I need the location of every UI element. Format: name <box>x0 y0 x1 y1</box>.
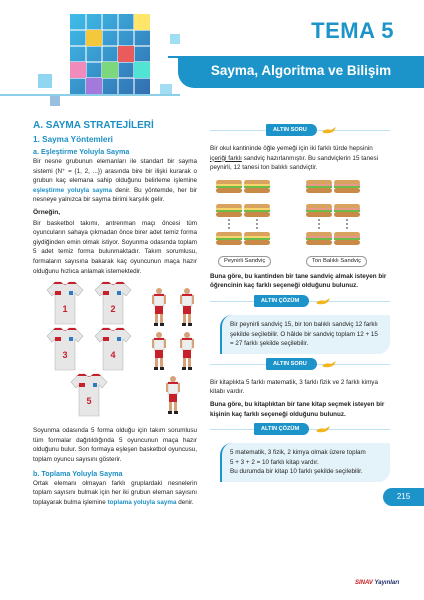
jersey-number: 1 <box>62 304 68 315</box>
page-header <box>0 0 424 100</box>
ellipsis-dot <box>256 223 258 225</box>
jersey-2 <box>95 282 131 324</box>
jersey-4 <box>95 328 131 370</box>
player-figure <box>152 288 166 326</box>
tuna-sandwich <box>306 180 332 193</box>
page-number: 215 <box>383 488 424 506</box>
tuna-sandwich <box>306 204 332 217</box>
tuna-sandwich-caption: Ton Balıklı Sandviç <box>306 256 367 267</box>
badge-row-2 <box>210 295 390 309</box>
ellipsis-dot <box>318 227 320 229</box>
paragraph-example: Bir basketbol takımı, antrenman maçı öncesi tüm oyuncuların sahaya çıkmadan önce birer adet temiz forma giydiğinden emin olmak istiyor. Soyunma odasında toplam 5 adet temiz forma bulunmaktadır. Takım sorumlusu, formaların sayısına bakarak kaç oyuncunun maça hazır olduğunu hızlıca anlamak istemektedir. <box>33 219 197 275</box>
title-bar <box>178 56 424 88</box>
section-title: A. SAYMA STRATEJİLERİ <box>33 120 154 131</box>
solution-line: 5 + 3 + 2 = 10 farklı kitap vardır. <box>230 458 319 466</box>
ellipsis-dot <box>318 219 320 221</box>
jersey-1 <box>47 282 83 324</box>
ellipsis-dot <box>228 223 230 225</box>
question-text: sandviç hazırlanmıştır. Bu sandviçlerin 15 tanesi peynirli, 12 tanesi ton balıklı sandviçtir. <box>210 154 378 172</box>
question-books: Bir kitaplıkta 5 farklı matematik, 3 farklı fizik ve 2 farklı kimya kitabı vardır. <box>210 378 378 396</box>
ellipsis-dot <box>346 219 348 221</box>
cheese-sandwich <box>216 204 242 217</box>
player-figure <box>166 376 180 414</box>
jersey-5 <box>71 374 107 416</box>
cheese-sandwich <box>244 232 270 245</box>
jersey-number: 3 <box>62 350 68 361</box>
publisher-logo <box>355 580 399 586</box>
magic-lamp-icon <box>314 424 332 434</box>
golden-question-badge: ALTIN SORU <box>266 358 317 370</box>
sandwich-illustration <box>210 176 390 268</box>
paragraph-addition <box>33 479 197 508</box>
solution-line: 5 matematik, 3 fizik, 2 kimya olmak üzere toplam <box>230 449 366 457</box>
tema-label-wrap <box>164 18 414 58</box>
paragraph-text: Ortak elemanı olmayan farklı gruplardaki nesnelerin toplam sayısını bulmak için her iki grubun eleman sayısını toplayarak bulma işlemine <box>33 479 197 506</box>
tuna-sandwich <box>334 204 360 217</box>
paragraph-matching <box>33 157 197 205</box>
right-column <box>210 120 390 486</box>
solution-box-1: Bir peynirli sandviç 15, bir ton balıklı sandviç 12 farklı şekilde seçilebilir. O hâlde bir sandviç toplam 12 + 15 = 27 farklı şekilde seçilebilir. <box>220 315 390 354</box>
question-sandwich <box>210 144 390 173</box>
badge-row-3 <box>210 358 390 372</box>
ellipsis-dot <box>228 227 230 229</box>
magic-lamp-icon <box>320 359 338 369</box>
ellipsis-dot <box>228 219 230 221</box>
cheese-sandwich <box>244 204 270 217</box>
logo-text: SINAV <box>355 580 373 586</box>
player-figure <box>180 288 194 326</box>
ellipsis-dot <box>256 219 258 221</box>
jersey-number: 4 <box>110 350 116 361</box>
player-figure <box>152 332 166 370</box>
tuna-sandwich <box>334 232 360 245</box>
cheese-sandwich <box>216 232 242 245</box>
magic-lamp-icon <box>314 296 332 306</box>
tuna-sandwich <box>334 180 360 193</box>
paragraph-text: Bir nesne grubunun elemanları ile standart bir sayma sistemi (N⁺ = {1, 2, ...}) arasında bire bir ilişki kurarak o grubun kaç elemana sahip olduğunu belirleme işlemine <box>33 158 197 185</box>
subsection-title: 1. Sayma Yöntemleri <box>33 135 113 144</box>
jerseys-and-players <box>33 280 197 420</box>
paragraph-text: denir. <box>176 498 194 506</box>
jersey-number: 2 <box>110 304 116 315</box>
cheese-sandwich <box>216 180 242 193</box>
golden-solution-badge: ALTIN ÇÖZÜM <box>254 423 309 435</box>
logo-text: Yayınları <box>374 580 400 586</box>
jersey-illustration <box>33 280 197 420</box>
example-label: Örneğin, <box>33 208 61 216</box>
tuna-sandwich <box>306 232 332 245</box>
term-highlight: toplama yoluyla sayma <box>107 498 177 506</box>
ellipsis-dot <box>318 223 320 225</box>
question-text: Bir okul kantininde öğle yemeği için iki farklı türde hepsinin <box>210 145 373 152</box>
page-title: Sayma, Algoritma ve Bilişim <box>210 63 392 78</box>
header-rule <box>0 94 180 96</box>
magic-lamp-icon <box>320 125 338 135</box>
paragraph-text: denir. Bu yöntemde, her bir nesneye yalnızca bir sayma birimi karşılık gelir. <box>33 186 197 204</box>
ellipsis-dot <box>346 223 348 225</box>
subsubsection-title-b: b. Toplama Yoluyla Sayma <box>33 468 123 478</box>
tema-label: TEMA 5 <box>311 18 394 43</box>
golden-question-badge: ALTIN SORU <box>266 124 317 136</box>
badge-row-1 <box>210 124 390 138</box>
cheese-sandwich-caption: Peynirli Sandviç <box>218 256 271 267</box>
sandwich-grid <box>210 176 390 256</box>
question-bold: Buna göre, bu kantinden bir tane sandviç almak isteyen bir öğrencinin kaç farklı seçeneği olduğunu bulunuz. <box>210 272 387 290</box>
jersey-number: 5 <box>86 396 92 407</box>
subsubsection-title-a: a. Eşleştirme Yoluyla Sayma <box>33 147 130 156</box>
jersey-3 <box>47 328 83 370</box>
paragraph-result: Soyunma odasında 5 forma olduğu için takım sorumlusu tüm formalar dağıtıldığında 5 oyuncunun maça hazır olduğunu bulur. Son formaya eşleşen basketbol oyuncusu, toplam oyuncu sayısını gösterir. <box>33 427 197 463</box>
player-figure <box>180 332 194 370</box>
solution-box-2 <box>220 443 390 482</box>
question-bold: Buna göre, bu kitaplıktan bir tane kitap seçmek isteyen bir kişinin kaç farklı seçeneği olduğunu bulunuz. <box>210 400 385 418</box>
golden-solution-badge: ALTIN ÇÖZÜM <box>254 295 309 307</box>
underlined-text: içeriği farklı <box>210 154 242 162</box>
ellipsis-dot <box>256 227 258 229</box>
cheese-sandwich <box>244 180 270 193</box>
left-column <box>33 120 197 510</box>
ellipsis-dot <box>346 227 348 229</box>
term-highlight: eşleştirme yoluyla sayma <box>33 186 113 194</box>
badge-row-4 <box>210 423 390 437</box>
solution-line: Bu durumda bir kitap 10 farklı şekilde seçilebilir. <box>230 468 363 476</box>
